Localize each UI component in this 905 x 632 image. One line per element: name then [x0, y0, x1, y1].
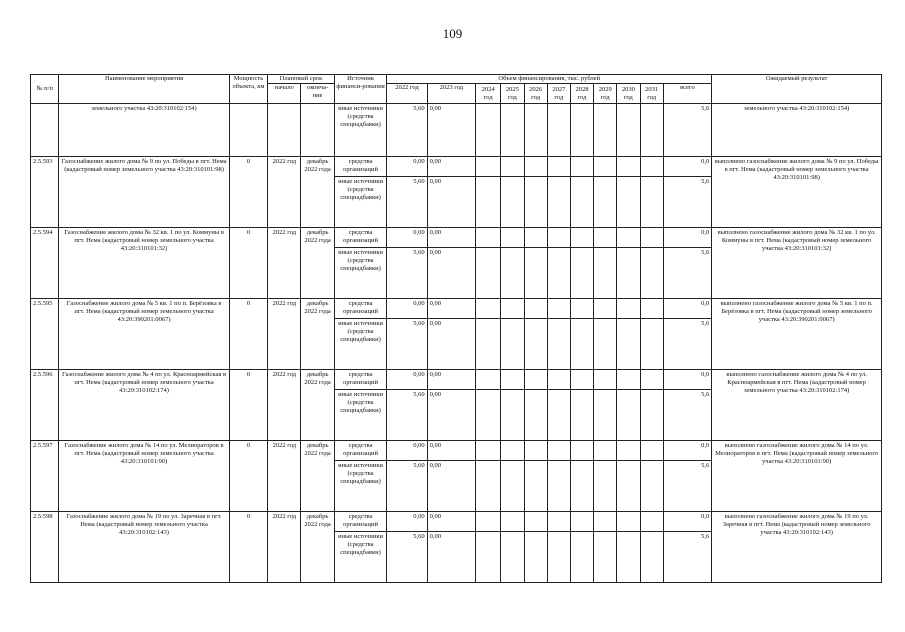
cell-source: средства организаций	[334, 441, 386, 461]
cell-empty	[617, 319, 640, 370]
cell-empty	[594, 319, 617, 370]
cell-empty	[524, 319, 547, 370]
header-year: 2024 год	[476, 84, 501, 104]
cell-2022: 5,60	[387, 461, 427, 512]
cell-empty	[570, 461, 593, 512]
cell-source: иные источники (средства спецнадбавки)	[334, 177, 386, 228]
cell-num: 2.5.598	[31, 512, 59, 583]
cell-empty	[501, 157, 524, 177]
cell-empty	[524, 461, 547, 512]
cell-empty	[476, 299, 501, 319]
cell-num: 2.5.597	[31, 441, 59, 512]
cell-empty	[547, 104, 570, 157]
header-year: 2022 год	[387, 84, 427, 104]
cell-empty	[617, 390, 640, 441]
cell-empty	[524, 512, 547, 532]
cell-result: земельного участка 43:20:310102:154)	[712, 104, 882, 157]
cell-empty	[524, 228, 547, 248]
cell-empty	[570, 104, 593, 157]
header-term-start: начало	[268, 84, 301, 104]
cell-num: 2.5.593	[31, 157, 59, 228]
cell-empty	[547, 228, 570, 248]
header-term-group: Плановый срок	[268, 75, 335, 84]
cell-2023: 0,00	[427, 390, 475, 441]
cell-empty	[640, 441, 663, 461]
cell-name: земельного участка 43:20:310102:154)	[59, 104, 230, 157]
cell-empty	[547, 532, 570, 583]
cell-empty	[501, 177, 524, 228]
cell-2023: 0,00	[427, 177, 475, 228]
cell-empty	[594, 532, 617, 583]
cell-empty	[524, 177, 547, 228]
cell-empty	[476, 532, 501, 583]
cell-2023: 0,00	[427, 299, 475, 319]
cell-empty	[547, 248, 570, 299]
cell-num: 2.5.596	[31, 370, 59, 441]
cell-capacity	[229, 104, 267, 157]
table-row-continuation	[31, 104, 882, 157]
cell-empty	[547, 370, 570, 390]
cell-num: 2.5.595	[31, 299, 59, 370]
cell-empty	[501, 319, 524, 370]
cell-empty	[570, 319, 593, 370]
page-number: 109	[442, 26, 463, 41]
cell-empty	[570, 299, 593, 319]
cell-2023: 0,00	[427, 248, 475, 299]
cell-empty	[640, 248, 663, 299]
cell-start: 2022 год	[268, 299, 301, 370]
cell-capacity: 0	[229, 512, 267, 583]
header-source: Источник финанси-рования	[334, 75, 386, 104]
cell-empty	[524, 532, 547, 583]
cell-2022: 0,00	[387, 228, 427, 248]
cell-total: 5,6	[663, 177, 711, 228]
cell-empty	[476, 228, 501, 248]
cell-start: 2022 год	[268, 157, 301, 228]
cell-empty	[640, 104, 663, 157]
cell-empty	[501, 299, 524, 319]
cell-empty	[570, 512, 593, 532]
cell-2022: 0,00	[387, 512, 427, 532]
cell-empty	[501, 248, 524, 299]
cell-end: декабрь 2022 года	[301, 370, 334, 441]
cell-capacity: 0	[229, 157, 267, 228]
cell-empty	[476, 390, 501, 441]
cell-empty	[547, 390, 570, 441]
header-capacity: Мощность объекта, км	[229, 75, 267, 104]
cell-source: средства организаций	[334, 228, 386, 248]
cell-empty	[640, 370, 663, 390]
cell-end: декабрь 2022 года	[301, 441, 334, 512]
header-term-end: оконча-ние	[301, 84, 334, 104]
cell-capacity: 0	[229, 441, 267, 512]
cell-empty	[617, 461, 640, 512]
cell-2022: 0,00	[387, 157, 427, 177]
cell-empty	[524, 370, 547, 390]
table-row	[31, 157, 882, 177]
cell-source: иные источники (средства спецнадбавки)	[334, 248, 386, 299]
table-row	[31, 441, 882, 461]
cell-empty	[640, 228, 663, 248]
cell-empty	[476, 512, 501, 532]
cell-empty	[594, 512, 617, 532]
cell-source: иные источники (средства спецнадбавки)	[334, 532, 386, 583]
cell-end	[301, 104, 334, 157]
cell-empty	[501, 370, 524, 390]
cell-empty	[640, 461, 663, 512]
cell-name: Газоснабжение жилого дома № 14 по ул. Мелиораторов в пгт. Нема (кадастровый номер земельного участка 43:20:310101:90)	[59, 441, 230, 512]
cell-2023: 0,00	[427, 512, 475, 532]
cell-empty	[570, 248, 593, 299]
cell-empty	[547, 177, 570, 228]
cell-total: 5,6	[663, 104, 711, 157]
cell-end: декабрь 2022 года	[301, 228, 334, 299]
cell-empty	[501, 104, 524, 157]
cell-capacity: 0	[229, 370, 267, 441]
cell-empty	[617, 370, 640, 390]
cell-empty	[640, 532, 663, 583]
header-year: 2029 год	[594, 84, 617, 104]
cell-empty	[594, 461, 617, 512]
cell-empty	[594, 228, 617, 248]
cell-end: декабрь 2022 года	[301, 512, 334, 583]
cell-total: 0,0	[663, 441, 711, 461]
cell-empty	[524, 441, 547, 461]
cell-empty	[640, 299, 663, 319]
cell-total: 5,6	[663, 390, 711, 441]
cell-2022: 5,60	[387, 319, 427, 370]
cell-total: 5,6	[663, 248, 711, 299]
cell-empty	[547, 441, 570, 461]
cell-empty	[617, 104, 640, 157]
header-volume-group: Объем финансирования, тыс. рублей	[387, 75, 712, 84]
cell-empty	[476, 248, 501, 299]
cell-2023: 0,00	[427, 461, 475, 512]
cell-end: декабрь 2022 года	[301, 157, 334, 228]
cell-name: Газоснабжение жилого дома № 5 кв. 1 по п. Берёзовка в пгт. Нема (кадастровый номер земельного участка 43:20:390201:0067)	[59, 299, 230, 370]
cell-source: средства организаций	[334, 299, 386, 319]
cell-total: 0,0	[663, 157, 711, 177]
cell-empty	[524, 104, 547, 157]
cell-empty	[594, 299, 617, 319]
cell-empty	[547, 157, 570, 177]
cell-empty	[640, 157, 663, 177]
cell-name: Газоснабжение жилого дома № 32 кв. 1 по ул. Коммуны в пгт. Нема (кадастровый номер земельного участка 43:20:310101:32)	[59, 228, 230, 299]
header-year: 2026 год	[524, 84, 547, 104]
cell-empty	[617, 248, 640, 299]
cell-empty	[501, 461, 524, 512]
cell-2023: 0,00	[427, 532, 475, 583]
cell-total: 0,0	[663, 512, 711, 532]
header-year: 2028 год	[570, 84, 593, 104]
cell-empty	[594, 157, 617, 177]
cell-empty	[501, 441, 524, 461]
cell-empty	[594, 370, 617, 390]
header-num: № п/п	[31, 75, 59, 104]
cell-total: 0,0	[663, 299, 711, 319]
cell-source: средства организаций	[334, 370, 386, 390]
financing-table	[30, 74, 882, 583]
cell-capacity: 0	[229, 228, 267, 299]
cell-empty	[476, 319, 501, 370]
cell-end: декабрь 2022 года	[301, 299, 334, 370]
cell-2022: 0,00	[387, 299, 427, 319]
cell-result: выполнено газоснабжение жилого дома № 19 по ул. Заречная в пгт. Нема (кадастровый номер земельного участка 43:20:310102:143)	[712, 512, 882, 583]
cell-start: 2022 год	[268, 512, 301, 583]
cell-2023: 0,00	[427, 370, 475, 390]
cell-capacity: 0	[229, 299, 267, 370]
cell-total: 5,6	[663, 532, 711, 583]
cell-2022: 5,60	[387, 532, 427, 583]
cell-empty	[570, 157, 593, 177]
cell-empty	[547, 512, 570, 532]
cell-source: средства организаций	[334, 512, 386, 532]
header-year: 2027 год	[547, 84, 570, 104]
cell-empty	[594, 441, 617, 461]
cell-start	[268, 104, 301, 157]
cell-2022: 5,60	[387, 248, 427, 299]
cell-source: иные источники (средства спецнадбавки)	[334, 319, 386, 370]
cell-2022: 0,00	[387, 370, 427, 390]
cell-2023: 0,00	[427, 441, 475, 461]
table-row	[31, 512, 882, 532]
table-row	[31, 299, 882, 319]
cell-result: выполнено газоснабжение жилого дома № 9 по ул. Победы в пгт. Нема (кадастровый номер земельного участка 43:20:310101:98)	[712, 157, 882, 228]
cell-num	[31, 104, 59, 157]
cell-source: средства организаций	[334, 157, 386, 177]
cell-empty	[547, 461, 570, 512]
cell-start: 2022 год	[268, 228, 301, 299]
cell-empty	[476, 461, 501, 512]
cell-empty	[501, 228, 524, 248]
cell-empty	[617, 177, 640, 228]
cell-empty	[476, 441, 501, 461]
header-result: Ожидаемый результат	[712, 75, 882, 104]
cell-empty	[524, 157, 547, 177]
cell-empty	[524, 299, 547, 319]
cell-result: выполнено газоснабжение жилого дома № 32 кв. 1 по ул. Коммуны в пгт. Нема (кадастровый номер земельного участка 43:20:310101:32)	[712, 228, 882, 299]
cell-empty	[476, 177, 501, 228]
cell-result: выполнено газоснабжение жилого дома № 4 по ул. Красноармейская в пгт. Нема (кадастровый номер земельного участка 43:20:310102:174)	[712, 370, 882, 441]
cell-empty	[570, 370, 593, 390]
cell-start: 2022 год	[268, 370, 301, 441]
cell-empty	[524, 390, 547, 441]
cell-empty	[594, 104, 617, 157]
cell-total: 5,6	[663, 319, 711, 370]
cell-2023: 0,00	[427, 319, 475, 370]
cell-source: иные источники (средства спецнадбавки)	[334, 104, 386, 157]
table-body	[31, 104, 882, 583]
cell-empty	[476, 104, 501, 157]
cell-empty	[524, 248, 547, 299]
header-total: всего	[663, 84, 711, 104]
cell-start: 2022 год	[268, 441, 301, 512]
cell-empty	[640, 177, 663, 228]
cell-2023: 0,00	[427, 104, 475, 157]
cell-2023: 0,00	[427, 157, 475, 177]
cell-empty	[476, 157, 501, 177]
cell-empty	[640, 512, 663, 532]
cell-2022: 5,60	[387, 390, 427, 441]
cell-empty	[594, 248, 617, 299]
cell-name: Газоснабжение жилого дома № 19 по ул. Заречная в пгт. Нема (кадастровый номер земельного участка 43:20:310102:143)	[59, 512, 230, 583]
cell-result: выполнено газоснабжение жилого дома № 5 кв. 1 по п. Берёзовка в пгт. Нема (кадастровый номер земельного участка 43:20:390201:0067)	[712, 299, 882, 370]
cell-2022: 0,00	[387, 441, 427, 461]
cell-2022: 5,60	[387, 177, 427, 228]
header-year: 2025 год	[501, 84, 524, 104]
cell-total: 0,0	[663, 370, 711, 390]
cell-empty	[547, 319, 570, 370]
cell-name: Газоснабжение жилого дома № 4 по ул. Красноармейская в пгт. Нема (кадастровый номер земельного участка 43:20:310102:174)	[59, 370, 230, 441]
table-row	[31, 370, 882, 390]
cell-empty	[594, 390, 617, 441]
cell-empty	[617, 299, 640, 319]
cell-empty	[476, 370, 501, 390]
cell-empty	[617, 157, 640, 177]
cell-empty	[570, 441, 593, 461]
header-name: Наименование мероприятия	[59, 75, 230, 104]
cell-empty	[640, 390, 663, 441]
cell-empty	[570, 532, 593, 583]
cell-empty	[594, 177, 617, 228]
cell-source: иные источники (средства спецнадбавки)	[334, 390, 386, 441]
cell-empty	[570, 390, 593, 441]
cell-empty	[640, 319, 663, 370]
cell-empty	[570, 228, 593, 248]
cell-name: Газоснабжение жилого дома № 9 по ул. Победы в пгт. Нема (кадастровый номер земельного участка 43:20:310101:98)	[59, 157, 230, 228]
cell-empty	[617, 228, 640, 248]
table-row	[31, 228, 882, 248]
header-year: 2023 год	[427, 84, 475, 104]
cell-empty	[547, 299, 570, 319]
cell-empty	[617, 532, 640, 583]
cell-empty	[570, 177, 593, 228]
header-year: 2030 год	[617, 84, 640, 104]
cell-empty	[501, 512, 524, 532]
cell-num: 2.5.594	[31, 228, 59, 299]
cell-empty	[617, 512, 640, 532]
cell-2023: 0,00	[427, 228, 475, 248]
cell-source: иные источники (средства спецнадбавки)	[334, 461, 386, 512]
cell-total: 5,6	[663, 461, 711, 512]
header-year: 2031 год	[640, 84, 663, 104]
cell-total: 0,0	[663, 228, 711, 248]
cell-empty	[617, 441, 640, 461]
cell-result: выполнено газоснабжение жилого дома № 14 по ул. Мелиораторов в пгт. Нема (кадастровый номер земельного участка 43:20:310101:90)	[712, 441, 882, 512]
cell-empty	[501, 532, 524, 583]
cell-empty	[501, 390, 524, 441]
cell-2022: 5,60	[387, 104, 427, 157]
